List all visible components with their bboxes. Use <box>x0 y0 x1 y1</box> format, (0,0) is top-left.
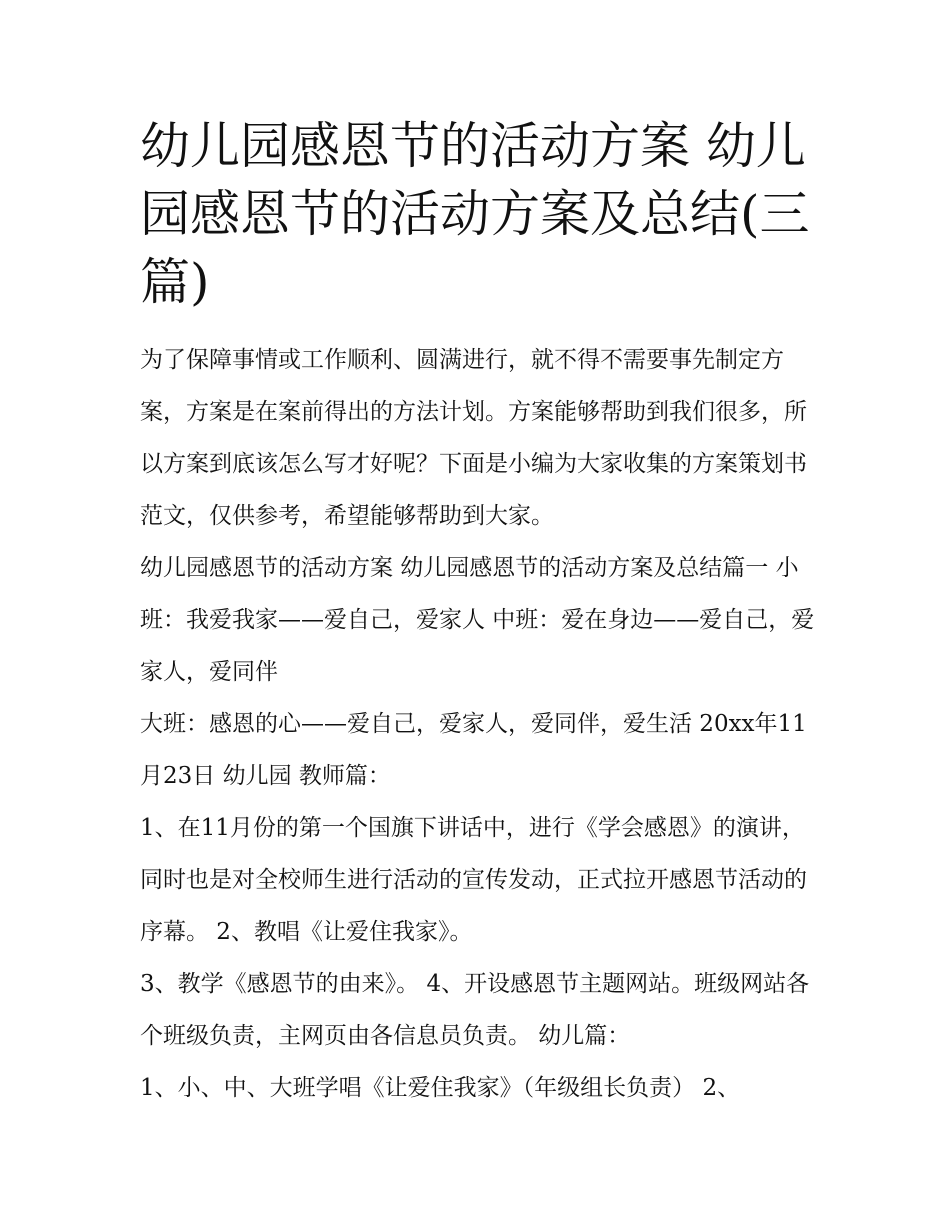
paragraph-classes: 幼儿园感恩节的活动方案 幼儿园感恩节的活动方案及总结篇一 小班：我爱我家——爱自己，爱家人 中班：爱在身边——爱自己，爱家人，爱同伴 <box>140 555 815 685</box>
document-page <box>140 112 820 1114</box>
document-body <box>140 334 820 1114</box>
paragraph-big-class-date: 大班：感恩的心——爱自己，爱家人，爱同伴，爱生活 20xx年11月23日 幼儿园 教师篇： <box>140 711 807 789</box>
paragraph-intro: 为了保障事情或工作顺利、圆满进行，就不得不需要事先制定方案，方案是在案前得出的方法计划。方案能够帮助到我们很多，所以方案到底该怎么写才好呢？下面是小编为大家收集的方案策划书范文，仅供参考，希望能够帮助到大家。 <box>140 347 807 529</box>
document-title: 幼儿园感恩节的活动方案 幼儿园感恩节的活动方案及总结(三篇) <box>140 117 810 311</box>
paragraph-teacher-item-1: 1、在11月份的第一个国旗下讲话中，进行《学会感恩》的演讲，同时也是对全校师生进行活动的宣传发动，正式拉开感恩节活动的序幕。 2、教唱《让爱住我家》。 <box>140 815 807 945</box>
paragraph-child-item-1: 1、小、中、大班学唱《让爱住我家》（年级组长负责） 2、 <box>140 1075 741 1101</box>
paragraph-teacher-item-3: 3、教学《感恩节的由来》。 4、开设感恩节主题网站。班级网站各个班级负责，主网页由各信息员负责。 幼儿篇： <box>140 971 810 1049</box>
